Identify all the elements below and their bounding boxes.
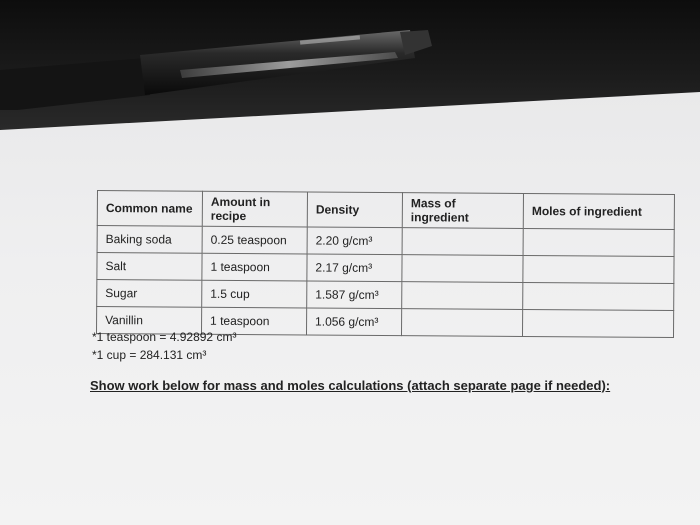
cell-moles	[522, 309, 673, 337]
table-row	[97, 253, 674, 284]
cell-amount: 1 teaspoon	[202, 253, 307, 281]
cell-density: 1.587 g/cm³	[307, 281, 402, 309]
cell-mass	[401, 309, 522, 337]
header-moles: Moles of ingredient	[523, 193, 674, 229]
pen-image	[0, 0, 700, 110]
header-density: Density	[307, 192, 402, 228]
instruction-text: Show work below for mass and moles calculations (attach separate page if needed):	[90, 378, 611, 393]
teaspoon-conversion-note: *1 teaspoon = 4.92892 cm³	[92, 330, 237, 344]
header-mass: Mass of ingredient	[402, 193, 523, 229]
cell-name: Vanillin	[96, 307, 201, 335]
cell-density: 2.17 g/cm³	[307, 254, 402, 282]
table-header-row	[97, 191, 674, 230]
cell-moles	[523, 282, 674, 310]
cell-amount: 1.5 cup	[202, 280, 307, 308]
header-common-name: Common name	[97, 191, 202, 227]
cell-density: 1.056 g/cm³	[306, 308, 401, 336]
cell-amount: 0.25 teaspoon	[202, 226, 307, 254]
cell-mass	[402, 282, 523, 310]
cell-mass	[402, 228, 523, 256]
header-amount: Amount in recipe	[202, 191, 307, 227]
cell-moles	[523, 255, 674, 283]
table-row	[97, 226, 674, 257]
cell-amount: 1 teaspoon	[201, 307, 306, 335]
cell-name: Salt	[97, 253, 202, 281]
cell-mass	[402, 255, 523, 283]
ingredients-table	[96, 190, 675, 338]
cell-moles	[523, 228, 674, 256]
cell-density: 2.20 g/cm³	[307, 227, 402, 255]
table-row	[97, 280, 674, 311]
cup-conversion-note: *1 cup = 284.131 cm³	[92, 348, 207, 362]
cell-name: Sugar	[97, 280, 202, 308]
cell-name: Baking soda	[97, 226, 202, 254]
